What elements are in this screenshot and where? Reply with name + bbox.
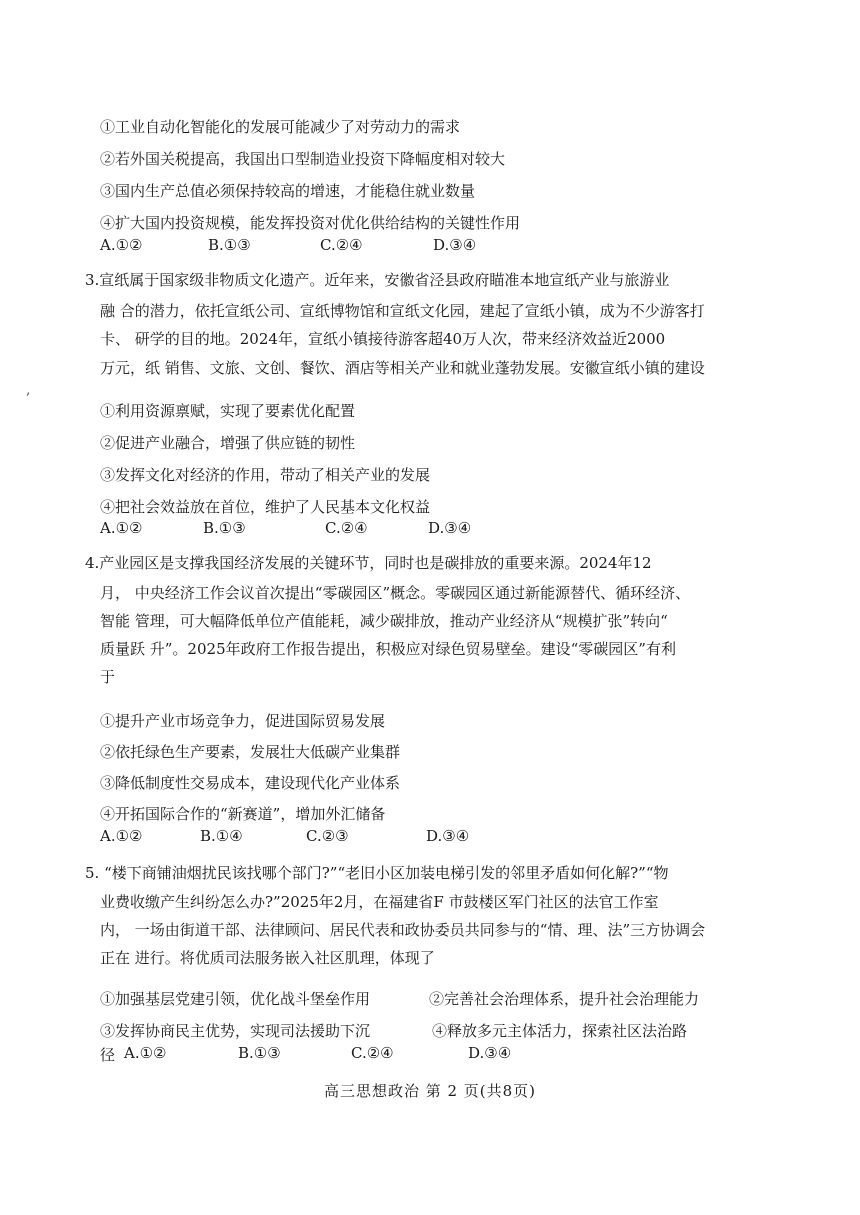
q2-option-2: ②若外国关税提高，我国出口型制造业投资下降幅度相对较大 [100,150,506,168]
q4-option-4: ④开拓国际合作的“新赛道”，增加外汇储备 [100,805,386,823]
q3-option-4: ④把社会效益放在首位，维护了人民基本文化权益 [100,498,431,516]
q5-option-2: ②完善社会治理体系，提升社会治理能力 [429,990,700,1008]
q5-choices [100,1044,700,1064]
q2-option-4: ④扩大国内投资规模，能发挥投资对优化供给结构的关键性作用 [100,214,521,232]
q2-choice-a: A.①② [100,236,143,254]
q3-choices [100,519,700,539]
q3-stem-line-2: 融 合的潜力，依托宣纸公司、宣纸博物馆和宣纸文化园，建起了宣纸小镇，成为不少游客打 [100,302,705,320]
q3-stem-line-4: 万元，纸 销售、文旅、文创、餐饮、酒店等相关产业和就业蓬勃发展。安徽宣纸小镇的建设 [100,359,705,377]
q2-choice-d: D.③④ [433,236,477,254]
q5-option-3: ③发挥协商民主优势，实现司法援助下沉 [100,1022,371,1040]
q5-option-4: ④释放多元主体活力，探索社区法治路 [432,1022,688,1040]
q5-stem-line-4: 正在 进行。将优质司法服务嵌入社区肌理，体现了 [100,949,435,967]
q3-stem-line-1: 3.宣纸属于国家级非物质文化遗产。近年来，安徽省泾县政府瞄准本地宣纸产业与旅游业 [85,271,670,289]
q5-stem-line-3: 内， 一场由街道干部、法律顾问、居民代表和政协委员共同参与的“情、理、法”三方协调会 [100,921,706,939]
q5-stem-line-2: 业费收缴产生纠纷怎么办?”2025年2月，在福建省F 市鼓楼区军门社区的法官工作室 [100,893,659,911]
q5-option-4-wrap: 径 [100,1046,116,1064]
q4-stem-line-1: 4.产业园区是支撑我国经济发展的关键环节，同时也是碳排放的重要来源。2024年12 [85,554,652,572]
q2-option-3: ③国内生产总值必须保持较高的增速，才能稳住就业数量 [100,182,476,200]
q5-option-1: ①加强基层党建引领，优化战斗堡垒作用 [100,990,371,1008]
q2-choices [100,236,700,256]
q5-stem-line-1: 5. “楼下商铺油烟扰民该找哪个部门?”“老旧小区加装电梯引发的邻里矛盾如何化解?”“物 [85,864,669,882]
q4-option-1: ①提升产业市场竞争力，促进国际贸易发展 [100,712,386,730]
q5-choice-c: C.②④ [351,1044,394,1062]
q4-stem-line-2: 月， 中央经济工作会议首次提出“零碳园区”概念。零碳园区通过新能源替代、循环经济、 [100,584,691,602]
q3-choice-a: A.①② [100,519,143,537]
q3-stem-line-3: 卡、 研学的目的地。2024年，宣纸小镇接待游客超40万人次，带来经济效益近2000 [100,330,666,348]
q3-option-1: ①利用资源禀赋，实现了要素优化配置 [100,402,356,420]
q4-choices [100,827,700,847]
q4-choice-d: D.③④ [426,827,470,845]
q4-option-3: ③降低制度性交易成本，建设现代化产业体系 [100,774,401,792]
q2-choice-b: B.①③ [208,236,251,254]
q3-option-3: ③发挥文化对经济的作用，带动了相关产业的发展 [100,466,431,484]
q3-choice-d: D.③④ [428,519,472,537]
q3-choice-c: C.②④ [325,519,368,537]
q5-choice-a: A.①② [124,1044,167,1062]
page-footer: 高三思想政治 第 2 页(共8页) [323,1082,537,1100]
q4-stem-line-3: 智能 管理，可大幅降低单位产值能耗，减少碳排放，推动产业经济从“规模扩张”转向“ [100,612,668,630]
q4-choice-a: A.①② [100,827,143,845]
q4-choice-c: C.②③ [306,827,349,845]
q4-stem-line-4: 质量跃 升”。2025年政府工作报告提出，积极应对绿色贸易壁垒。建设“零碳园区”有利 [100,640,676,658]
q4-stem-line-5: 于 [100,668,116,686]
q5-choice-b: B.①③ [238,1044,281,1062]
q4-choice-b: B.①④ [200,827,243,845]
q2-choice-c: C.②④ [320,236,363,254]
q4-option-2: ②依托绿色生产要素，发展壮大低碳产业集群 [100,743,401,761]
q3-option-2: ②促进产业融合，增强了供应链的韧性 [100,434,356,452]
margin-mark: , [26,382,31,398]
q3-choice-b: B.①③ [203,519,246,537]
q5-choice-d: D.③④ [468,1044,512,1062]
q2-option-1: ①工业自动化智能化的发展可能减少了对劳动力的需求 [100,118,461,136]
